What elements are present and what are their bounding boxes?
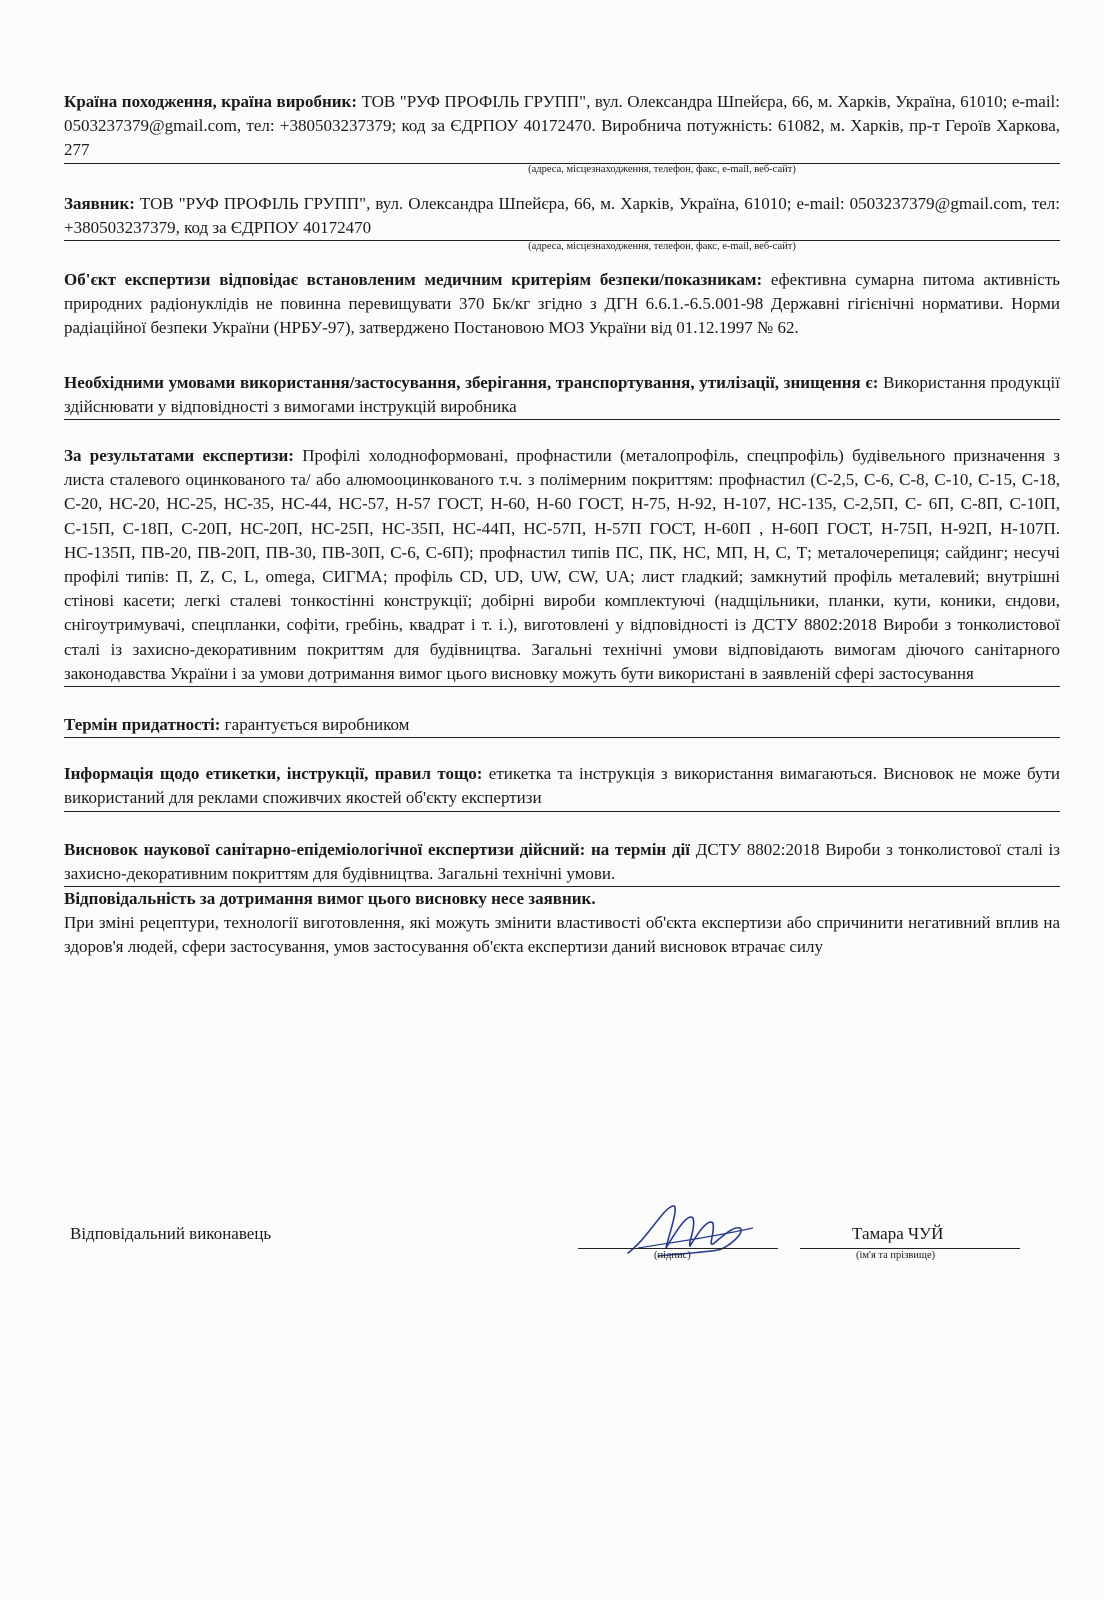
validity-text: ДСТУ 8802:2018 Вироби з тонколистової сталі із захисно-декоративним покриттям для будівництва. Загальні технічні умови. — [64, 839, 1060, 883]
label-info-section — [64, 762, 1060, 811]
results-label: За результатами експертизи: — [64, 446, 294, 466]
handwritten-signature — [618, 1198, 768, 1268]
criteria-label: Об'єкт експертизи відповідає встановленим медичним критеріям безпеки/показникам: — [64, 270, 763, 290]
conditions-section — [64, 371, 1060, 420]
signature-caption: (підпис) — [654, 1250, 691, 1261]
conditions-label: Необхідними умовами використання/застосування, зберігання, транспортування, утилізації, знищення є: — [64, 372, 879, 392]
shelf-life-label: Термін придатності: — [64, 715, 221, 735]
criteria-section — [64, 268, 1060, 341]
responsibility-label: Відповідальність за дотримання вимог цього висновку несе заявник. — [64, 889, 596, 909]
document-body — [64, 90, 1060, 960]
label-info-text: етикетка та інструкція з використання вимагаються. Висновок не може бути використаний для реклами споживчих якостей об'єкту експертизи — [64, 764, 1060, 808]
applicant-caption: (адреса, місцезнаходження, телефон, факс, e-mail, веб-сайт) — [528, 241, 796, 253]
signature-line — [578, 1248, 778, 1249]
conditions-text: Використання продукції здійснювати у відповідності з вимогами інструкцій виробника — [64, 372, 1061, 416]
name-line — [800, 1248, 1020, 1249]
shelf-life-text: гарантується виробником — [220, 715, 410, 735]
responsibility-text: При зміні рецептури, технології виготовлення, які можуть змінити властивості об'єкта експертизи або спричинити негативний вплив на здоров'я людей, сфери застосування, умов застосування об'єкта експертизи даний висновок втрачає силу — [64, 913, 1060, 957]
executor-role: Відповідальний виконавець — [70, 1224, 272, 1243]
origin-label: Країна походження, країна виробник: — [64, 92, 358, 111]
applicant-text: ТОВ "РУФ ПРОФІЛЬ ГРУПП", вул. Олександра Шпейєра, 66, м. Харків, Україна, 61010; e-mail: 0503237379@gmail.com, тел: +380503237379, код за ЄДРПОУ 40172470 — [64, 193, 1060, 237]
applicant-label: Заявник: — [64, 193, 135, 213]
name-caption: (ім'я та прізвище) — [856, 1250, 936, 1261]
executor-name: Тамара ЧУЙ — [852, 1224, 944, 1243]
criteria-text: ефективна сумарна питома активність природних радіонуклідів не повинна перевищувати 370 Бк/кг згідно з ДГН 6.6.1.-6.5.001-98 Державні гігієнічні нормативи. Норми радіаційної безпеки України (НРБУ-97), затверджено Постановою МОЗ України від 01.12.1997 № 62. — [64, 270, 1061, 338]
shelf-life-section — [64, 713, 1060, 738]
applicant-section — [64, 192, 1060, 253]
origin-text: ТОВ "РУФ ПРОФІЛЬ ГРУПП", вул. Олександра Шпейєра, 66, м. Харків, Україна, 61010; e-mail: 0503237379@gmail.com, тел: +380503237379; код за ЄДРПОУ 40172470. Виробнича потужність: 61082, м. Харків, пр-т Героїв Харкова, 277 — [64, 92, 1061, 160]
validity-label: Висновок наукової санітарно-епідеміологічної експертизи дійсний: на термін дії — [64, 839, 690, 859]
label-info-label: Інформація щодо етикетки, інструкції, правил тощо: — [64, 764, 483, 784]
origin-section — [64, 90, 1060, 176]
signature-block — [70, 1220, 1030, 1270]
results-text: Профілі холодноформовані, профнастили (металопрофіль, спецпрофіль) будівельного призначення з листа сталевого оцинкованого та/ або алюмооцинкованого т.ч. з полімерним покриттям: профнастил (С-2,5, С-6, С-8, С-10, С-15, С-18, С-20, НС-20, НС-25, НС-35, НС-44, НС-57, Н-57 ГОСТ, Н-60, Н-60 ГОСТ, Н-75, Н-92, Н-107, НС-135, С-2,5П, С- 6П, С-8П, С-10П, С-15П, С-18П, С-20П, НС-20П, НС-25П, НС-35П, НС-44П, НС-57П, Н-57П ГОСТ, Н-60П , Н-60П ГОСТ, Н-75П, Н-92П, Н-107П. НС-135П, ПВ-20, ПВ-20П, ПВ-30, ПВ-30П, С-6, С-6П); профнастил типів ПС, ПК, НС, МП, Н, С, Т; металочерепиця; сайдинг; несучі профілі типів: П, Z, C, L, omega, СИГМА; профіль CD, UD, UW, CW, UA; лист гладкий; замкнутий профіль металевий; внутрішні стінові касети; легкі сталеві тонкостінні конструкції; добірні вироби комплектуючі (надщільники, планки, кути, коники, єндови, снігоутримувачі, спецпланки, софіти, гребінь, квадрат і т. і.), виготовлені у відповідності із ДСТУ 8802:2018 Вироби з тонколистової сталі із захисно-декоративним покриттям для будівництва. Загальні технічні умови відповідають вимогам діючого санітарного законодавства України і за умови дотримання вимог цього висновку можуть бути використані в заявленій сфері застосування — [64, 446, 1060, 683]
results-section — [64, 444, 1060, 687]
origin-caption: (адреса, місцезнаходження, телефон, факс, e-mail, веб-сайт) — [528, 163, 796, 175]
responsibility-section — [64, 887, 1060, 960]
validity-section — [64, 838, 1060, 887]
